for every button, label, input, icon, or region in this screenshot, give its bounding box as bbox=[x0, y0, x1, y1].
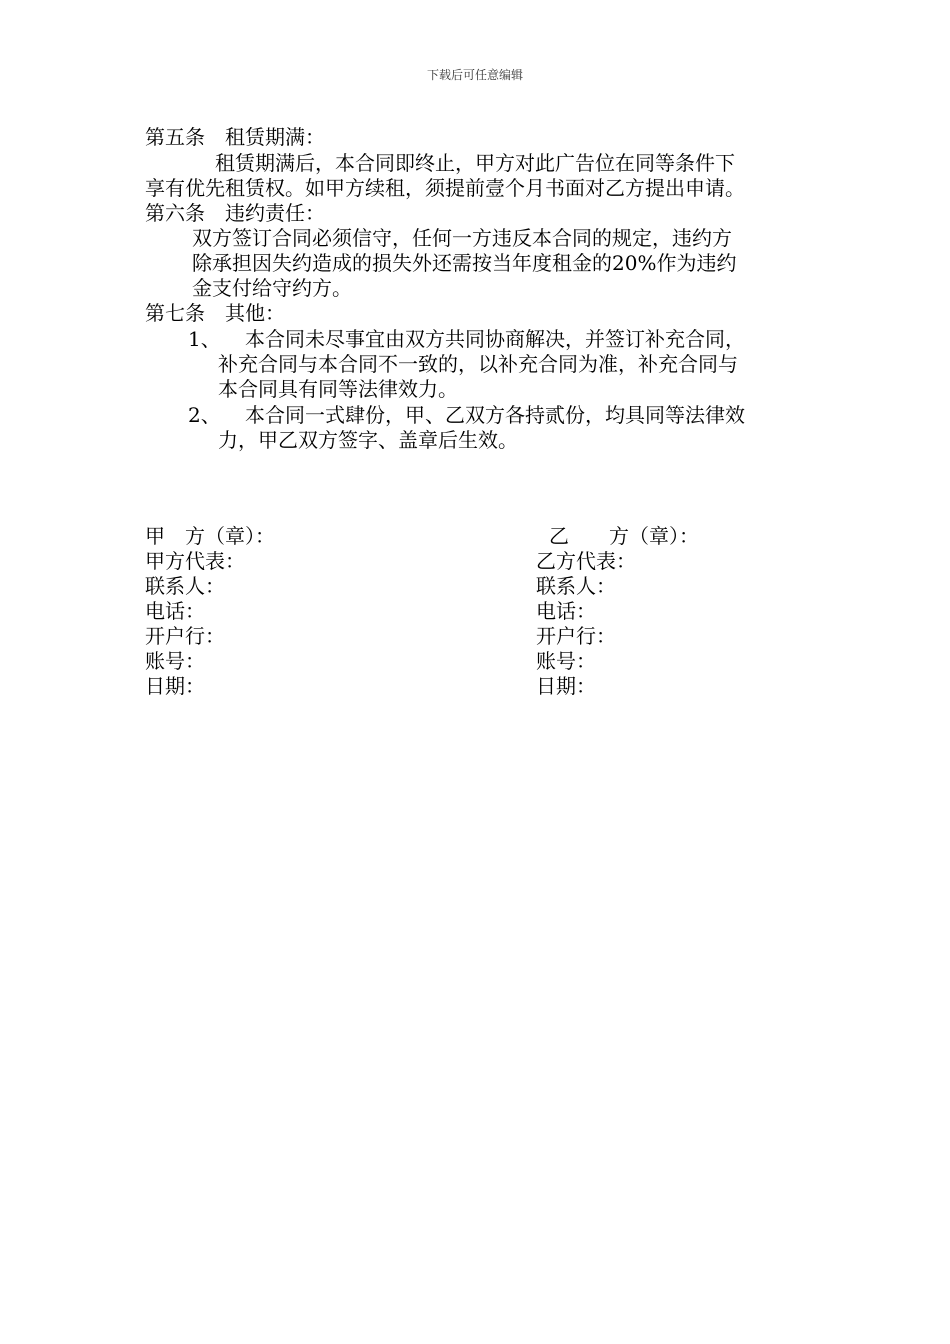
article5-line-1: 租赁期满后，本合同即终止，甲方对此广告位在同等条件下 bbox=[215, 151, 735, 175]
article5-heading: 第五条 租赁期满： bbox=[145, 125, 325, 149]
party-a-representative-label: 甲方代表： bbox=[145, 549, 245, 573]
page-header: 下载后可任意编辑 bbox=[426, 68, 523, 82]
article6-line-3: 金支付给守约方。 bbox=[192, 276, 352, 300]
article7-item2-line-1: 本合同一式肆份，甲、乙双方各持贰份，均具同等法律效 bbox=[245, 403, 745, 427]
party-a-account-label: 账号： bbox=[145, 649, 205, 673]
article7-item1-line-3: 本合同具有同等法律效力。 bbox=[218, 377, 458, 401]
article7-item1-number: 1、 bbox=[188, 327, 221, 351]
party-b-contact-label: 联系人： bbox=[536, 574, 616, 598]
party-a-contact-label: 联系人： bbox=[145, 574, 225, 598]
party-b-date-label: 日期： bbox=[536, 674, 596, 698]
article7-item2-number: 2、 bbox=[188, 403, 221, 427]
article7-item1-line-1: 本合同未尽事宜由双方共同协商解决，并签订补充合同， bbox=[245, 327, 745, 351]
article5-line-2: 享有优先租赁权。如甲方续租，须提前壹个月书面对乙方提出申请。 bbox=[145, 176, 745, 200]
article6-heading: 第六条 违约责任： bbox=[145, 201, 325, 225]
party-a-bank-label: 开户行： bbox=[145, 624, 225, 648]
party-b-representative-label: 乙方代表： bbox=[536, 549, 636, 573]
party-a-seal-label: 甲 方（章）： bbox=[145, 524, 275, 548]
article7-item1-line-2: 补充合同与本合同不一致的，以补充合同为准，补充合同与 bbox=[218, 352, 738, 376]
party-b-account-label: 账号： bbox=[536, 649, 596, 673]
party-b-phone-label: 电话： bbox=[536, 599, 596, 623]
party-b-bank-label: 开户行： bbox=[536, 624, 616, 648]
party-b-seal-label: 乙 方（章）： bbox=[549, 524, 699, 548]
article7-item2-line-2: 力，甲乙双方签字、盖章后生效。 bbox=[218, 428, 518, 452]
party-a-date-label: 日期： bbox=[145, 674, 205, 698]
article7-heading: 第七条 其他： bbox=[145, 301, 285, 325]
party-a-phone-label: 电话： bbox=[145, 599, 205, 623]
article6-line-1: 双方签订合同必须信守，任何一方违反本合同的规定，违约方 bbox=[192, 226, 732, 250]
article6-line-2: 除承担因失约造成的损失外还需按当年度租金的20%作为违约 bbox=[192, 251, 737, 275]
